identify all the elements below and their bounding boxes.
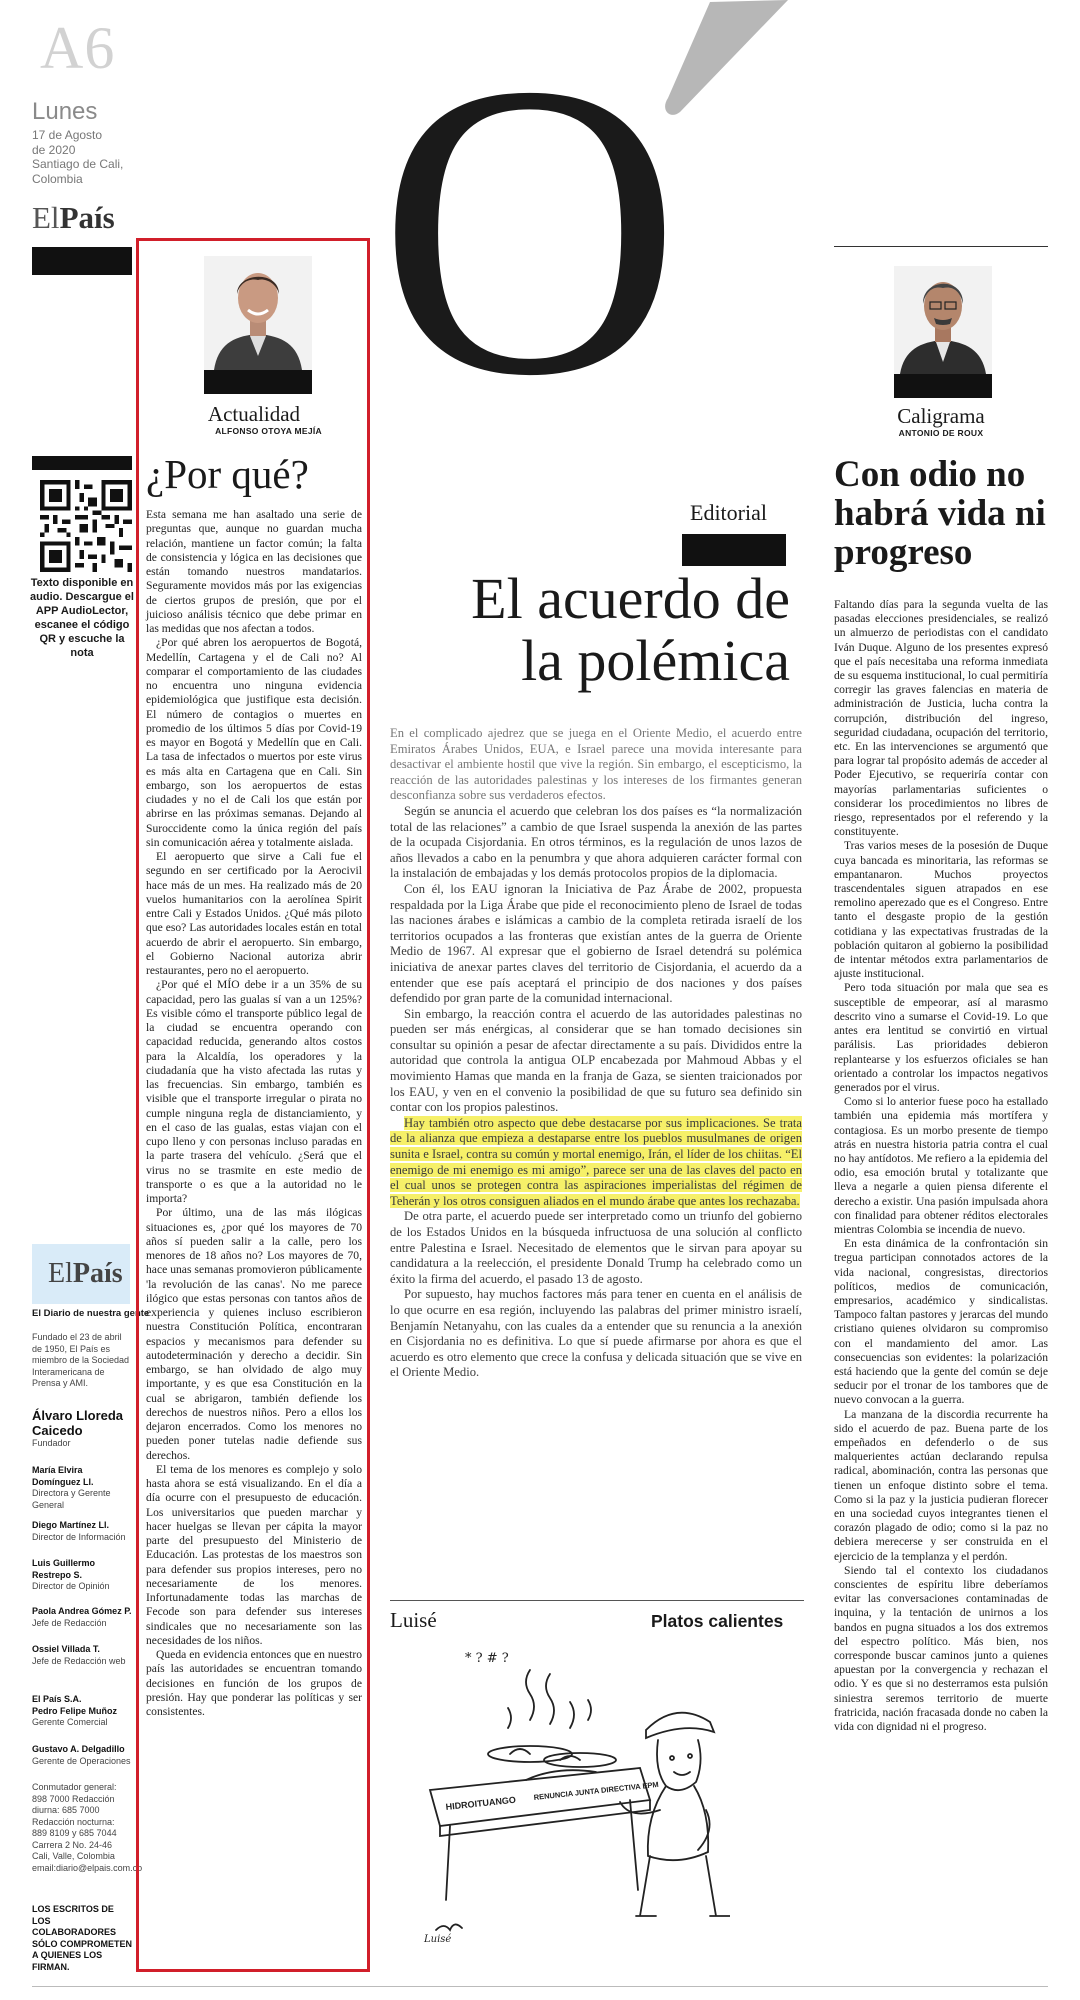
editorial-label: Editorial: [690, 500, 767, 525]
columnist-photo: [894, 266, 992, 374]
editorial-paragraph: De otra parte, el acuerdo puede ser interpretado como un triunfo del gobierno de los Estados Unidos en la búsqueda infructuosa de una solución al conflicto entre Palestina e Israel. Necesitado de elementos que le sirvan para apoyar su candidatura a la reelección, el presidente Donald Trump ha celebrado como un éxito la firma del acuerdo, el pasado 13 de agosto.: [390, 1209, 802, 1286]
opinion-letter-o: O: [378, 0, 682, 462]
company-block: [32, 1694, 132, 1729]
page-number: A6: [40, 15, 116, 81]
staff-item: [32, 1606, 136, 1629]
column-author: ANTONIO DE ROUX: [898, 428, 984, 438]
company-exec-role: Gerente Comercial: [32, 1717, 108, 1727]
staff-name: Luis Guillermo Restrepo S.: [32, 1558, 96, 1580]
staff-item: [32, 1520, 132, 1543]
column-paragraph: Pero toda situación por mala que sea es susceptible de empeorar, así al marasmo descrito vino a sumarse el Covid-19. Lo que antes era lentitud se convirtió en virtual parálisis. Las prioridades debieron replantearse y los esfuerzos oficiales se han orientado a controlar los impactos negativos generados por el virus.: [834, 981, 1048, 1094]
staff-name: Paola Andrea Gómez P.: [32, 1606, 132, 1616]
cartoon-label: RENUNCIA JUNTA DIRECTIVA EPM: [533, 1779, 660, 1802]
staff-name: María Elvira Domínguez Ll.: [32, 1465, 94, 1487]
founder-role: Fundador: [32, 1438, 71, 1448]
column-paragraph: Tras varios meses de la posesión de Duque cuya bancada es minoritaria, las reformas se empantanaron. Muchos proyectos trascendentales siguen atrapados en ese remolino aperezado que es el Congreso. Entre tanto el desgaste propio de la gestión cotidiana y las expectativas frustradas de la población quitaron al gobierno la posibilidad de intentar métodos extra parlamentarios de ajuste institucional.: [834, 839, 1048, 981]
company-name: El País S.A.: [32, 1694, 82, 1704]
date-line: 17 de Agosto: [32, 128, 103, 142]
editorial-paragraph: Según se anuncia el acuerdo que celebran los dos países es “la normalización total de las relaciones” a cambio de que Israel suspenda la anexión de las partes de la ocupada Cisjordania. En otros términos, es la regulación de unos lazos de años llevados a cabo en la penumbra y que ahora adquieren carácter formal con la instalación de embajadas y los demás protocolos propios de la diplomacia.: [390, 803, 802, 881]
logo-el: El: [32, 200, 60, 235]
column-paragraph: Esta semana me han asaltado una serie de preguntas que, aunque no guardan mucha relación, mantiene un factor común; la falta de consistencia y lógica en las decisiones que están tomando nuestros mandatarios. Seguramente movidos más por las exigencias de ciertos grupos de presión, que por el juicioso análisis técnico que debe primar en las medidas que nos afectan a todos.: [146, 508, 362, 635]
header-black-bar: [32, 247, 132, 275]
masthead-founded: Fundado el 23 de abril de 1950, El País es miembro de la Sociedad Interamericana de Prensa y AMI.: [32, 1332, 130, 1388]
cartoon-illustration: [410, 1650, 730, 1950]
column-paragraph: Por último, una de las más ilógicas situaciones es, ¿por qué los mayores de 70 años sí pueden salir a la calle, pero los menores de 18 años no? Los mayores de 70, hace unas semanas promovieron públicamente 'la revolución de las canas'. No me parece ilógico que estas personas con tantos años de experiencia y quienes incluso escribieron nuestra Constitución Política, encontraran espacios y mecanismos para defender su autodeterminación y derecho a decidir. Sin embargo, se han olvidado de algo muy importante, y es que esa Constitución en la cual se abrigaron, también defiende los derechos de nuestros niños. Pero a ellos los dejaron encerrados. Como los menores no pueden poner tutelas nadie defiende sus derechos.: [146, 1206, 362, 1462]
qr-code-icon[interactable]: [40, 480, 132, 572]
audio-note: Texto disponible en audio. Descargue el APP AudioLector, escanee el código QR y escuche la nota: [30, 577, 134, 659]
qr-black-bar: [32, 456, 132, 470]
masthead-contacts: Conmutador general: 898 7000 Redacción diurna: 685 7000 Redacción nocturna: 889 8109 y 685 7044 Carrera 2 No. 24-46 Cali, Valle, Colombia email:diario@elpais.com.co: [32, 1782, 143, 1873]
column-paragraph: En esta dinámica de la confrontación sin tregua participan connotados actores de la vida nacional, congresistas, directorios políticos, medios de comunicación, empresarios, académico y sindicalistas. Tampoco faltan pastores y jerarcas del mundo cristiano quienes olvidaron su compromiso con el mandamiento del amor. Las consecuencias son evidentes: la polarización está haciendo que la gente del común se deje seducir por el tronar de los tambores que de nuevo convocan a la guerra.: [834, 1237, 1048, 1407]
date-line: Santiago de Cali,: [32, 157, 124, 171]
staff-role: Jefe de Redacción: [32, 1617, 107, 1628]
editorial-highlight: Hay también otro aspecto que debe destacarse por sus implicaciones. Se trata de la alianza que empieza a destaparse entre los pueblos musulmanes de origen sunita e Israel, contra su común y mortal enemigo, Irán, el líder de los chiitas. “El enemigo de mi enemigo es mi amigo”, parece ser una de las claves del pacto en el cual unos se protegen contra las aspiraciones imperialistas del régimen de Teherán y los otros consiguen aliados en el mundo árabe que antes los rechazaba.: [390, 1115, 802, 1208]
photo-black-bar: [204, 370, 312, 394]
editorial-title: [390, 568, 790, 692]
editorial-black-bar: [682, 534, 786, 566]
column-body: [146, 508, 362, 1719]
staff-role: Director de Opinión: [32, 1581, 110, 1591]
editorial-title-line: la polémica: [521, 628, 790, 693]
editorial-lead: En el complicado ajedrez que se juega en el Oriente Medio, el acuerdo entre Emiratos Árabes Unidos, EUA, e Israel parece una movida interesante para desactivar el ambiente hostil que vive la región. Sin embargo, el escepticismo, la reacción de las autoridades palestinas y los intereses de los firmantes generan desconfianza sobre sus verdaderos efectos.: [390, 726, 802, 803]
staff-item: [32, 1644, 132, 1667]
logo-pais: País: [59, 200, 115, 235]
staff-name: Ossiel Villada T.: [32, 1644, 100, 1654]
column-paragraph: El tema de los menores es complejo y solo hasta ahora se está visualizando. En el día a día ocurre con el presupuesto de educación. Los universitarios que pueden marchar y hacer huelgas se llevan per cápita la mayor parte del presupuesto del Ministerio de Educación. Las protestas de los maestros son para defender sus propios intereses, pero no necesariamente de los menores. Infortunadamente todas las marchas de Fecode son para defender sus intereses sindicales que no necesariamente son las necesidades de los niños.: [146, 1462, 362, 1647]
column-author: ALFONSO OTOYA MEJÍA: [215, 426, 322, 436]
publication-date: [32, 128, 142, 186]
editorial-title-line: El acuerdo de: [471, 566, 790, 631]
column-body: [834, 598, 1048, 1734]
column-paragraph: La manzana de la discordia recurrente ha sido el acuerdo de paz. Buena parte de los empeñados en defenderlo o de sus malquerientes actúan declarando repulsa radical, abominación, contra las personas que tienen un enfoque distinto sobre el tema. Como si la paz y la justicia pudieran florecer en una sociedad cuyos integrantes tienen el corazón plagado de odio; como si la paz no debiera merecerse y ser construida en el ejercicio de la templanza y el perdón.: [834, 1407, 1048, 1563]
date-line: Colombia: [32, 171, 83, 186]
column-headline: ¿Por qué?: [146, 451, 309, 497]
company-exec-name: Pedro Felipe Muñoz: [32, 1705, 118, 1716]
staff-role: Directora y Gerente General: [32, 1488, 111, 1510]
masthead-tagline: El Diario de nuestra gente: [32, 1308, 150, 1319]
masthead-logo-pais: País: [72, 1258, 123, 1289]
column-paragraph: El aeropuerto que sirve a Cali fue el segundo en ser certificado por la Aerocivil hace más de un mes. Ha realizado más de 20 vuelos humanitarios con la aerolínea Spirit entre Cali y Estados Unidos. ¿Qué más piloto que eso? Las autoridades locales están en total acuerdo de abrir el aeropuerto. Sin embargo, el Gobierno Nacional autoriza abrir restaurantes, pero no el aeropuerto.: [146, 850, 362, 977]
editorial-paragraph: Por supuesto, hay muchos factores más para tener en cuenta en el análisis de lo que ocurre en esa región, incluyendo las palabras del primer ministro israelí, Benjamín Netanyahu, con las cuales da a entender que su renuncia a la anexión en Cisjordania no es definitiva. Lo que sí puede afirmarse por ahora es que el acuerdo es otro elemento que crece la confusa y delicada situación que se vive en el Oriente Medio.: [390, 1287, 802, 1380]
cartoon-label: HIDROITUANGO: [445, 1794, 517, 1812]
staff-name: Diego Martínez Ll.: [32, 1520, 110, 1530]
column-kicker: Caligrama: [897, 404, 985, 428]
column-paragraph: Faltando días para la segunda vuelta de las pasadas elecciones presidenciales, se realizó un almuerzo de periodistas con el candidato Iván Duque. Alguno de los presentes expresó que el país necesitaba una reforma inmediata de su esquema institucional, lo cual permitiría corregir las graves falencias en materia de administración de Justicia, lucha contra la corrupción, distribución del ingreso, seguridad ciudadana, ocupación del territorio, etc. En las intervenciones se argumentó que para lograr tal propósito además de acceder al Poder Ejecutivo, se requeriría contar con mayorías parlamentarias suficientes o considerar los procedimientos no libres de riesgo, representados por el referendo y la constituyente.: [834, 598, 1048, 839]
column-paragraph: Como si lo anterior fuese poco ha estallado también una epidemia más mortífera y contagiosa. Es un morbo presente de tiempo atrás en nuestra historia patria contra el cual no hay antídotos. Me refiero a la epidemia del odio, esa emoción brutal y totalizante que lleva a negarle a quien piensa diferente el derecho a existir. Una pasión impulsada ahora con finalidad para obtener réditos electorales mientras Colombia se incendia de nuevo.: [834, 1095, 1048, 1236]
cartoon-signature: Luisé: [424, 1934, 452, 1945]
newspaper-logo: [32, 200, 115, 236]
staff-item: [32, 1465, 132, 1511]
column-paragraph: ¿Por qué el MÍO debe ir a un 35% de su capacidad, pero las gualas sí van a un 125%? Es visible cómo el transporte público legal de la ciudad se encuentra operando con capacidad reducida, generando altos costos para la Alcaldía, los operadores y la ciudadanía que ha visto afectada las rutas y las frecuencias. Sin embargo, también es visible que el transporte irregular o pirata no cumple ninguna regla de distanciamiento, y en el caso de las gualas, estas viajan con el cupo lleno y con personas incluso paradas en la parte trasera del vehículo. ¿Será que el virus no se trasmite en este medio de transporte o es que a la autoridad no le importa?: [146, 978, 362, 1205]
opinion-accent-mark: [640, 0, 790, 130]
cartoon-title: Platos calientes: [651, 1611, 784, 1631]
masthead-logo: [32, 1244, 130, 1304]
svg-text:* ? # ?: * ? # ?: [465, 1651, 509, 1666]
ops-name: Gustavo A. Delgadillo: [32, 1744, 125, 1754]
staff-role: Jefe de Redacción web: [32, 1655, 126, 1666]
publication-day: Lunes: [32, 98, 98, 125]
cartoon-divider: [390, 1600, 804, 1601]
photo-black-bar: [894, 374, 992, 398]
column-paragraph: Siendo tal el contexto los ciudadanos conscientes de espíritu libre deberíamos evitar las conversaciones contaminadas de inquina, y la tentación de unirnos a los bandos en pugna situados a los dos extremos del espectro político. Más bien, nos corresponde buscar caminos junto a quienes apuestan por la convergencia y rechazan el odio. Y es que si no desterramos esta pulsión siniestra seremos territorio de muerte fratricida, nación fracasada donde no caben la vida con dignidad ni el progreso.: [834, 1563, 1048, 1734]
masthead-disclaimer: LOS ESCRITOS DE LOS COLABORADORES SÓLO COMPROMETEN A QUIENES LOS FIRMAN.: [32, 1904, 133, 1972]
ops-block: [32, 1744, 132, 1767]
date-line: de 2020: [32, 142, 76, 157]
staff-role: Director de Información: [32, 1531, 126, 1542]
ops-role: Gerente de Operaciones: [32, 1755, 131, 1766]
staff-item: [32, 1558, 132, 1593]
page-bottom-rule: [32, 1986, 1048, 1987]
editorial-body: [390, 726, 802, 1381]
right-column-rule: [834, 246, 1048, 247]
masthead-logo-el: El: [48, 1258, 73, 1289]
column-headline: Con odio no habrá vida ni progreso: [834, 454, 1046, 573]
column-paragraph: ¿Por qué abren los aeropuertos de Bogotá, Medellín, Cartagena y el de Cali no? Al comparar el comportamiento de las ciudades no encuentra uno ninguna evidencia epidemiológica que justifique esta decisión. El número de contagios o muertes en promedio de los últimos 5 días por Covid-19 es mayor en Bogotá y Medellín que en Cali. La tasa de infectados o muertos por este virus es más alta en Cartagena que en Cali. Sin embargo, son los aeropuertos de estas ciudades y no el de Cali los que están por abrirse en las próximas semanas. Dejando al Suroccidente como la única región del país sin comunicación aérea y totalmente aislada.: [146, 636, 362, 849]
cartoonist-name: Luisé: [390, 1608, 437, 1632]
editorial-paragraph: Sin embargo, la reacción contra el acuerdo de las autoridades palestinas no pueden ser más enérgicas, al considerar que se han tomado decisiones sin consultar su opinión a pesar de afectar directamente a su país. Divididos entre la autoridad que controla la antigua OLP encabezada por Mahmoud Abbas y el movimiento Hamas que manda en la franja de Gaza, se sienten traicionados por los EAU, y ven en el convenio la posibilidad de que su futuro sea definido sin contar con los propios palestinos.: [390, 1006, 802, 1115]
columnist-photo: [204, 256, 312, 370]
masthead-founder: [32, 1408, 132, 1450]
editorial-paragraph: Con él, los EAU ignoran la Iniciativa de Paz Árabe de 2002, propuesta respaldada por la Liga Árabe que pide el reconocimiento pleno de Israel de todas las naciones árabes e islámicas a cambio de la completa retirada israelí de los territorios ocupados a las fronteras que existían antes de la guerra de Oriente Medio de 1967. Al expresar que el gobierno de Israel detendrá su polémica iniciativa de anexar partes claves del territorio de Cisjordania, el acuerdo da a entender que ese país aceptará el principio de dos naciones y dos países defendido por gran parte de la comunidad internacional.: [390, 881, 802, 1006]
column-paragraph: Queda en evidencia entonces que en nuestro país las autoridades se encuentran tomando decisiones en función de los grupos de presión. Hay que ponderar las políticas y ser consistentes.: [146, 1648, 362, 1718]
founder-name: Álvaro Lloreda Caicedo: [32, 1408, 124, 1438]
column-kicker: Actualidad: [207, 402, 301, 426]
